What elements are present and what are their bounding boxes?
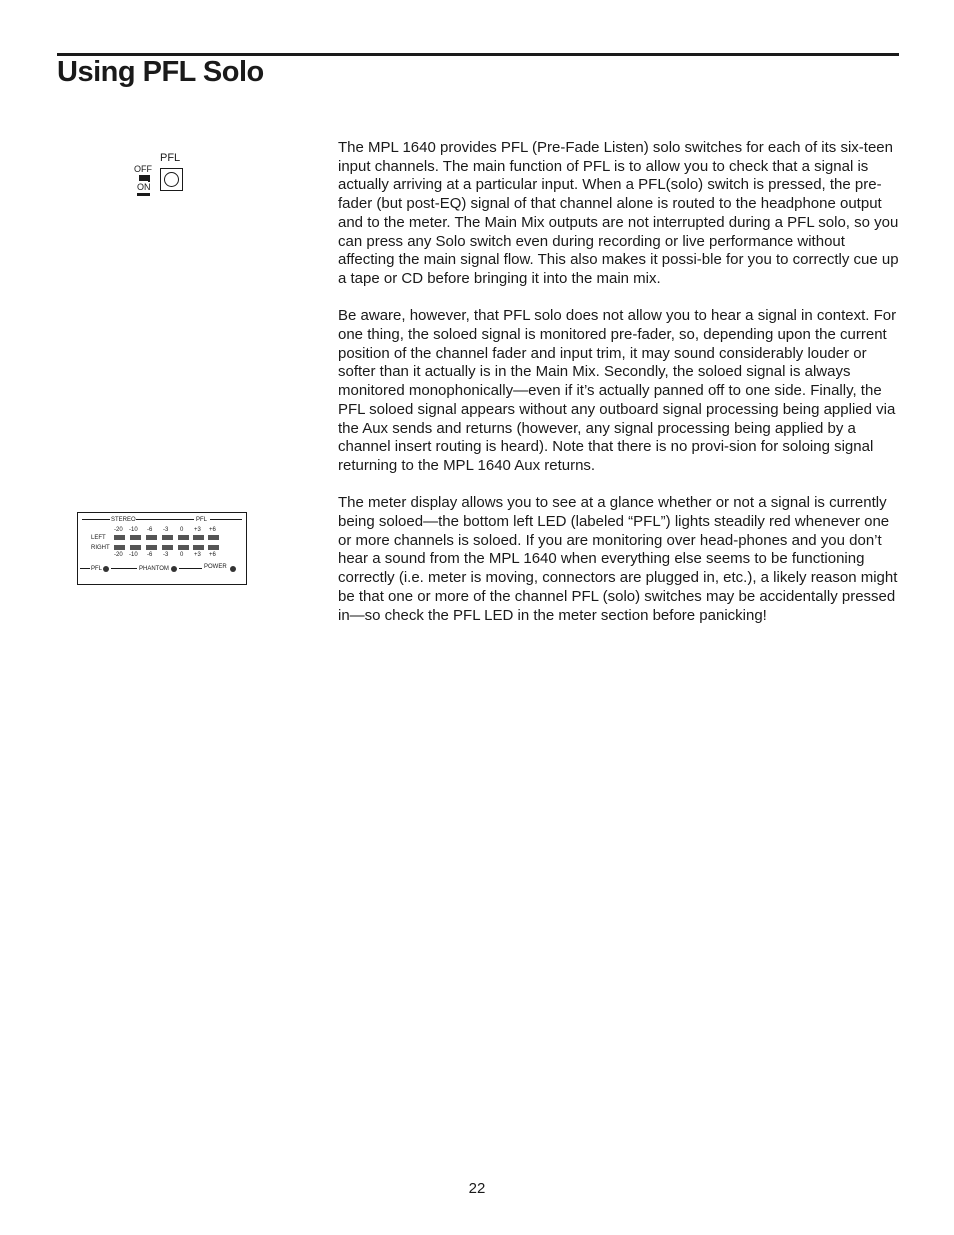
meter-led-bar xyxy=(130,535,141,540)
meter-phantom-label: PHANTOM xyxy=(139,566,169,572)
switch-off-label: OFF xyxy=(134,164,152,174)
meter-led-bar xyxy=(130,545,141,550)
meter-scale-label: -20 xyxy=(114,552,123,558)
meter-led-bar xyxy=(178,545,189,550)
meter-bottom-line xyxy=(179,568,202,569)
meter-led-bar xyxy=(146,545,157,550)
meter-led-bar xyxy=(114,545,125,550)
meter-led-bar xyxy=(114,535,125,540)
meter-stereo-label: STEREO xyxy=(111,517,136,523)
meter-phantom-led xyxy=(171,566,177,572)
meter-top-line-right xyxy=(210,519,242,520)
meter-led-bar xyxy=(208,545,219,550)
meter-scale-label: 0 xyxy=(180,527,184,533)
meter-right-label: RIGHT xyxy=(91,545,110,551)
meter-top-line-mid xyxy=(136,519,194,520)
meter-scale-label: -6 xyxy=(147,527,153,533)
meter-led-bar xyxy=(162,545,173,550)
meter-led-bar xyxy=(162,535,173,540)
meter-led-bar xyxy=(146,535,157,540)
body-paragraph: The MPL 1640 provides PFL (Pre-Fade Listen) solo switches for each of its six-teen input channels. The main function of PFL is to allow you to check that a signal is actually arriving at a particular input. When a PFL(solo) switch is pressed, the pre-fader (but post-EQ) signal of that channel alone is routed to the headphone output and to the meter. The Main Mix outputs are not interrupted during a PFL solo, so you can press any Solo switch even during recording or live performance without affecting the main signal flow. This also makes it possi-ble for you to correctly cue up a tape or CD before bringing it into the main mix. xyxy=(338,139,899,287)
meter-led-bar xyxy=(208,535,219,540)
meter-power-led xyxy=(230,566,236,572)
meter-pfl-led-label: PFL xyxy=(91,566,103,572)
meter-led-bar xyxy=(178,535,189,540)
meter-bottom-line xyxy=(80,568,90,569)
meter-scale-label: -10 xyxy=(129,527,138,533)
meter-scale-label: +6 xyxy=(209,552,216,558)
body-paragraph: Be aware, however, that PFL solo does not allow you to hear a signal in context. For one thing, the soloed signal is monitored pre-fader, so, depending upon the current position of the channel fader and input trim, it may sound considerably louder or softer than it actually is in the Main Mix. Secondly, the soloed signal is always monitored monophonically—even if it’s actually panned off to one side. Finally, the PFL soloed signal appears without any outboard signal processing being applied via the Aux sends and returns (however, any signal processing being applied by a channel insert routing is heard). Note that there is no provi-sion for soloing signal returning to the MPL 1640 Aux returns. xyxy=(338,307,897,474)
page-number: 22 xyxy=(468,1180,486,1197)
meter-scale-label: -20 xyxy=(114,527,123,533)
meter-pfl-top-label: PFL xyxy=(196,517,208,523)
meter-scale-label: +3 xyxy=(194,527,201,533)
meter-scale-label: -3 xyxy=(163,552,169,558)
meter-pfl-led xyxy=(103,566,109,572)
meter-led-bar xyxy=(193,545,204,550)
meter-top-line-left xyxy=(82,519,110,520)
meter-bottom-line xyxy=(111,568,137,569)
body-text xyxy=(338,139,900,644)
meter-scale-label: +6 xyxy=(209,527,216,533)
meter-scale-label: +3 xyxy=(194,552,201,558)
meter-left-label: LEFT xyxy=(91,535,106,541)
meter-panel xyxy=(77,512,247,585)
meter-scale-label: -3 xyxy=(163,527,169,533)
page-title: Using PFL Solo xyxy=(57,56,264,88)
switch-on-indicator xyxy=(137,193,150,196)
meter-scale-label: 0 xyxy=(180,552,184,558)
meter-power-label: POWER xyxy=(204,564,227,570)
meter-scale-label: -6 xyxy=(147,552,153,558)
switch-on-label: ON xyxy=(137,182,151,192)
meter-led-bar xyxy=(193,535,204,540)
body-paragraph: The meter display allows you to see at a glance whether or not a signal is currently being soloed—the bottom left LED (labeled “PFL”) lights steadily red whenever one or more channels is soloed. If you are monitoring over head-phones and you don’t hear a sound from the MPL 1640 when everything else seems to be functioning correctly (i.e. meter is moving, connectors are plugged in, etc.), a likely reason might be that one or more of the channel PFL (solo) switches may be accidentally pressed in—so check the PFL LED in the meter section before panicking! xyxy=(338,494,898,624)
pfl-switch-button xyxy=(160,168,183,191)
meter-scale-label: -10 xyxy=(129,552,138,558)
pfl-switch-label: PFL xyxy=(160,152,181,164)
